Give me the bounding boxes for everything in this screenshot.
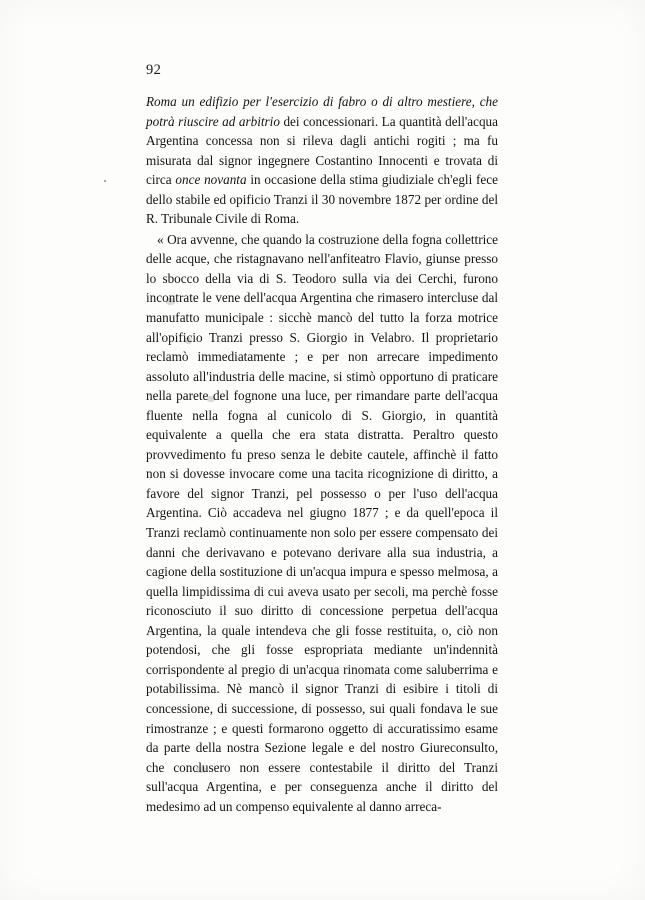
text-run-italic: Roma un edifizio per l'esercizio di fabro o di altro mestiere, che potrà riuscire ad arbitrio	[146, 94, 498, 129]
page-body-text	[146, 92, 498, 816]
text-run-roman: in occasione della stima giudiziale ch'egli fece dello stabile ed opificio Tranzi il 30 novembre 1872 per ordine del R. Tribunale Civile di Roma.	[146, 172, 498, 227]
paragraph-2	[146, 230, 498, 816]
text-run-roman: « Ora avvenne, che quando la costruzione della fogna collettrice delle acque, che ristagnavano nell'anfiteatro Flavio, giunse presso lo sbocco della via di S. Teodoro sulla via dei Cerchi, furono incontrate le vene dell'acqua Argentina che rimasero intercluse dal manufatto municipale : sicchè mancò del tutto la forza motrice all'opificio Tranzi presso S. Giorgio in Velabro. Il proprietario reclamò immediatamente ; e per non arrecare impedimento assoluto all'industria delle macine, si stimò opportuno di praticare nella parete del fognone una luce, per rimandare parte dell'acqua fluente nella fogna al cunicolo di S. Giorgio, in quantità equivalente a quella che era stata distratta. Peraltro questo provvedimento fu preso senza le debite cautele, affinchè il fatto non si dovesse invocare come una tacita ricognizione di diritto, a favore del signor Tranzi, pel possesso o per l'uso dell'acqua Argentina. Ciò accadeva nel giugno 1877 ; e da quell'epoca il Tranzi reclamò continuamente non solo per essere compensato dei danni che derivavano e potevano derivare alla sua industria, a cagione della sostituzione di un'acqua impura e spesso melmosa, a quella limpidissima di cui aveva usato per secoli, ma perchè fosse riconosciuto il suo diritto di concessione perpetua dell'acqua Argentina, la quale intendeva che gli fosse restituita, o, ciò non potendosi, che gli fosse espropriata mediante un'indennità corrispondente al pregio di un'acqua rinomata come saluberrima e potabilissima. Nè mancò il signor Tranzi di esibire i titoli di concessione, di successione, di possesso, sui quali fondava le sue rimostranze ; e questi formarono oggetto di accuratissimo esame da parte della nostra Sezione legale e del nostro Giureconsulto, che conclusero non essere contestabile il diritto del Tranzi sull'acqua Argentina, e per conseguenza anche il diritto del medesimo ad un compenso equivalente al danno arreca-	[146, 231, 498, 814]
text-run-italic: once novanta	[175, 172, 251, 188]
page-number: 92	[146, 62, 162, 78]
ink-dot-mark	[104, 180, 106, 182]
paragraph-1	[146, 92, 498, 229]
text-run-roman: dei concessionari. La quantità dell'acqua Argentina concessa non si rileva dagli antichi rogiti ; ma fu misurata dal signor ingegnere Costantino Innocenti e trovata di circa	[146, 113, 498, 188]
